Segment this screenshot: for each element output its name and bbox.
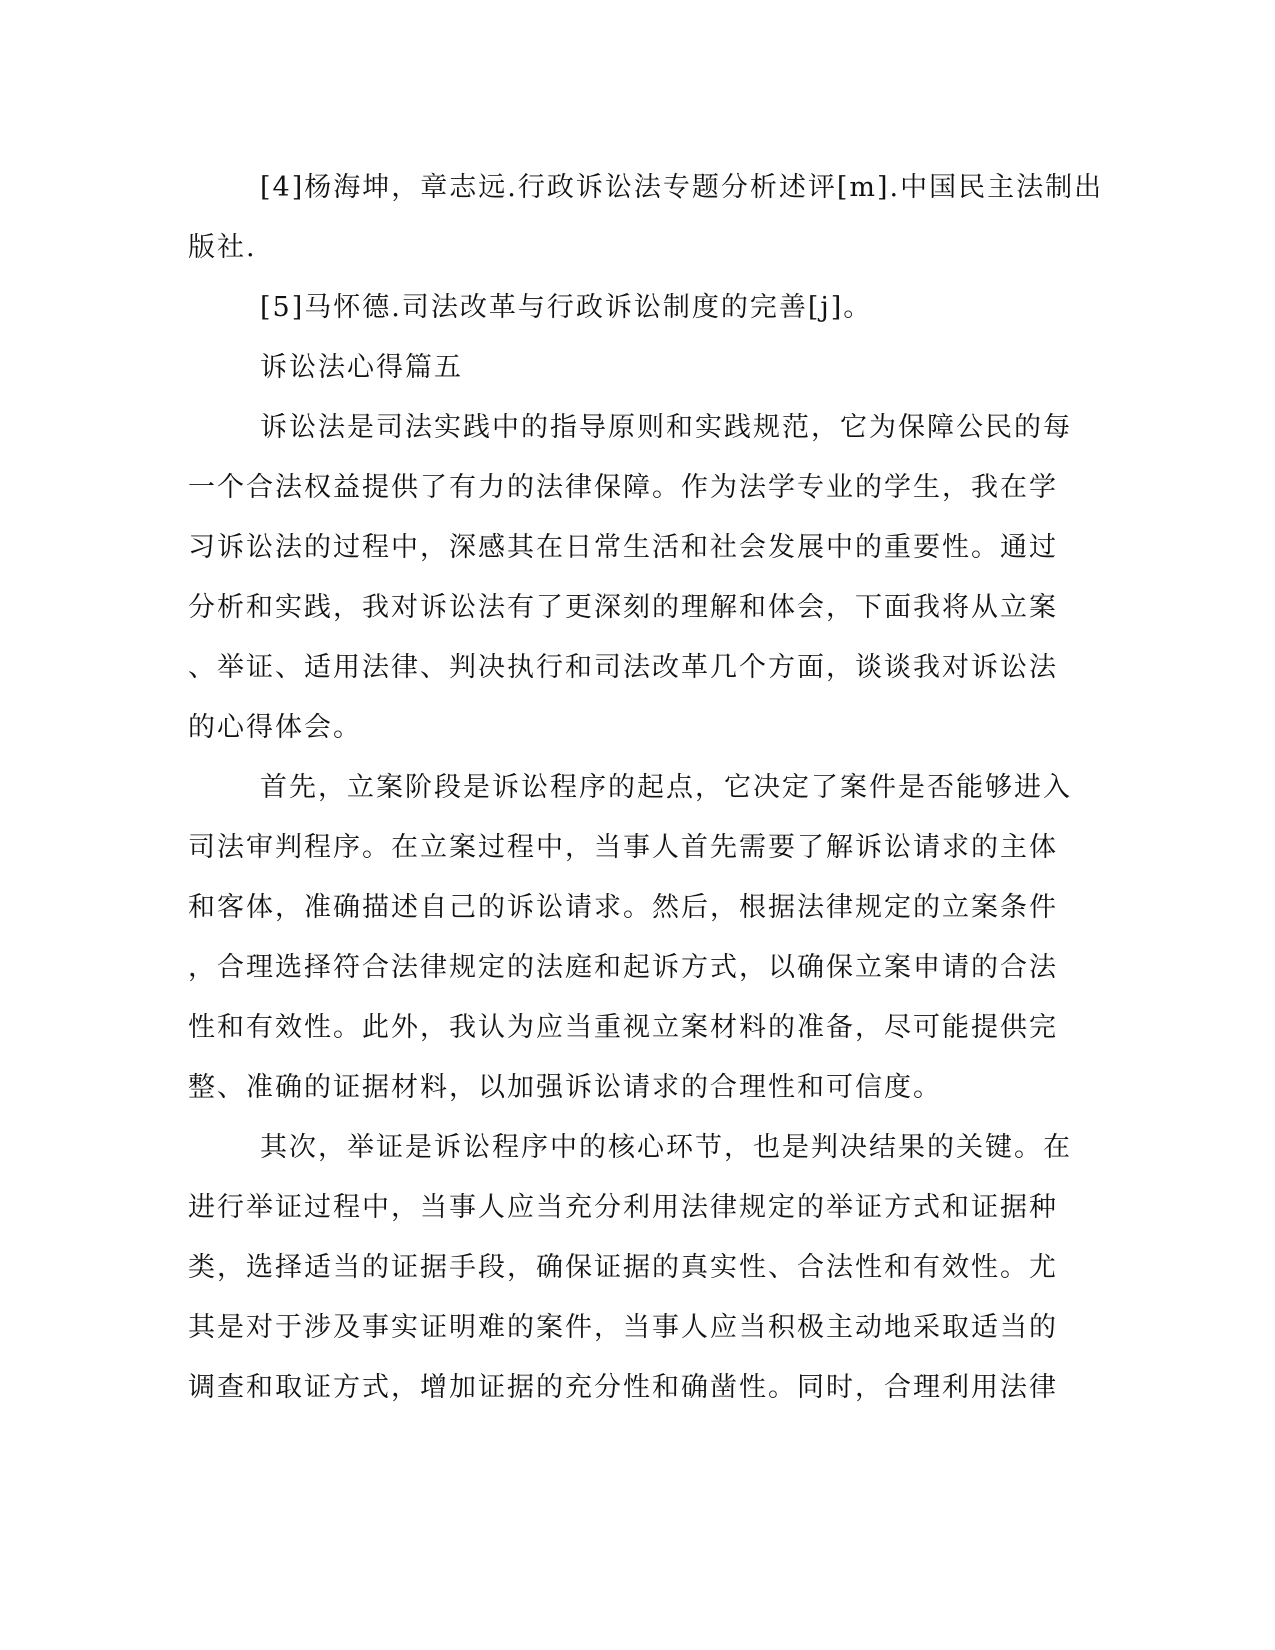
paragraph (188, 758, 1072, 1118)
section-title: 诉讼法心得篇五 (260, 352, 463, 383)
text-line: ，合理选择符合法律规定的法庭和起诉方式，以确保立案申请的合法 (188, 952, 1058, 983)
text-line: 性和有效性。此外，我认为应当重视立案材料的准备，尽可能提供完 (188, 1012, 1058, 1043)
text-line: 司法审判程序。在立案过程中，当事人首先需要了解诉讼请求的主体 (188, 832, 1058, 863)
text-line: 的心得体会。 (188, 712, 362, 743)
text-line: 和客体，准确描述自己的诉讼请求。然后，根据法律规定的立案条件 (188, 892, 1058, 923)
text-line: 习诉讼法的过程中，深感其在日常生活和社会发展中的重要性。通过 (188, 532, 1058, 563)
text-line: 首先，立案阶段是诉讼程序的起点，它决定了案件是否能够进入 (260, 772, 1072, 803)
document-body (188, 158, 1104, 1418)
reference-item (188, 158, 1104, 278)
text-line: 分析和实践，我对诉讼法有了更深刻的理解和体会，下面我将从立案 (188, 592, 1058, 623)
text-line: 整、准确的证据材料，以加强诉讼请求的合理性和可信度。 (188, 1072, 942, 1103)
paragraph (188, 1118, 1072, 1418)
text-line: 进行举证过程中，当事人应当充分利用法律规定的举证方式和证据种 (188, 1192, 1058, 1223)
text-line: [5]马怀德.司法改革与行政诉讼制度的完善[j]。 (260, 292, 873, 323)
text-line: 调查和取证方式，增加证据的充分性和确凿性。同时，合理利用法律 (188, 1372, 1058, 1403)
reference-item (188, 278, 1068, 338)
text-line: 其是对于涉及事实证明难的案件，当事人应当积极主动地采取适当的 (188, 1312, 1058, 1343)
text-line: 版社. (188, 232, 257, 263)
paragraph (188, 398, 1072, 758)
text-line: 诉讼法是司法实践中的指导原则和实践规范，它为保障公民的每 (260, 412, 1072, 443)
text-line: 其次，举证是诉讼程序中的核心环节，也是判决结果的关键。在 (260, 1132, 1072, 1163)
text-line: 、举证、适用法律、判决执行和司法改革几个方面，谈谈我对诉讼法 (188, 652, 1058, 683)
text-line: [4]杨海坤，章志远.行政诉讼法专题分析述评[m].中国民主法制出 (260, 172, 1104, 203)
text-line: 一个合法权益提供了有力的法律保障。作为法学专业的学生，我在学 (188, 472, 1058, 503)
text-line: 类，选择适当的证据手段，确保证据的真实性、合法性和有效性。尤 (188, 1252, 1058, 1283)
